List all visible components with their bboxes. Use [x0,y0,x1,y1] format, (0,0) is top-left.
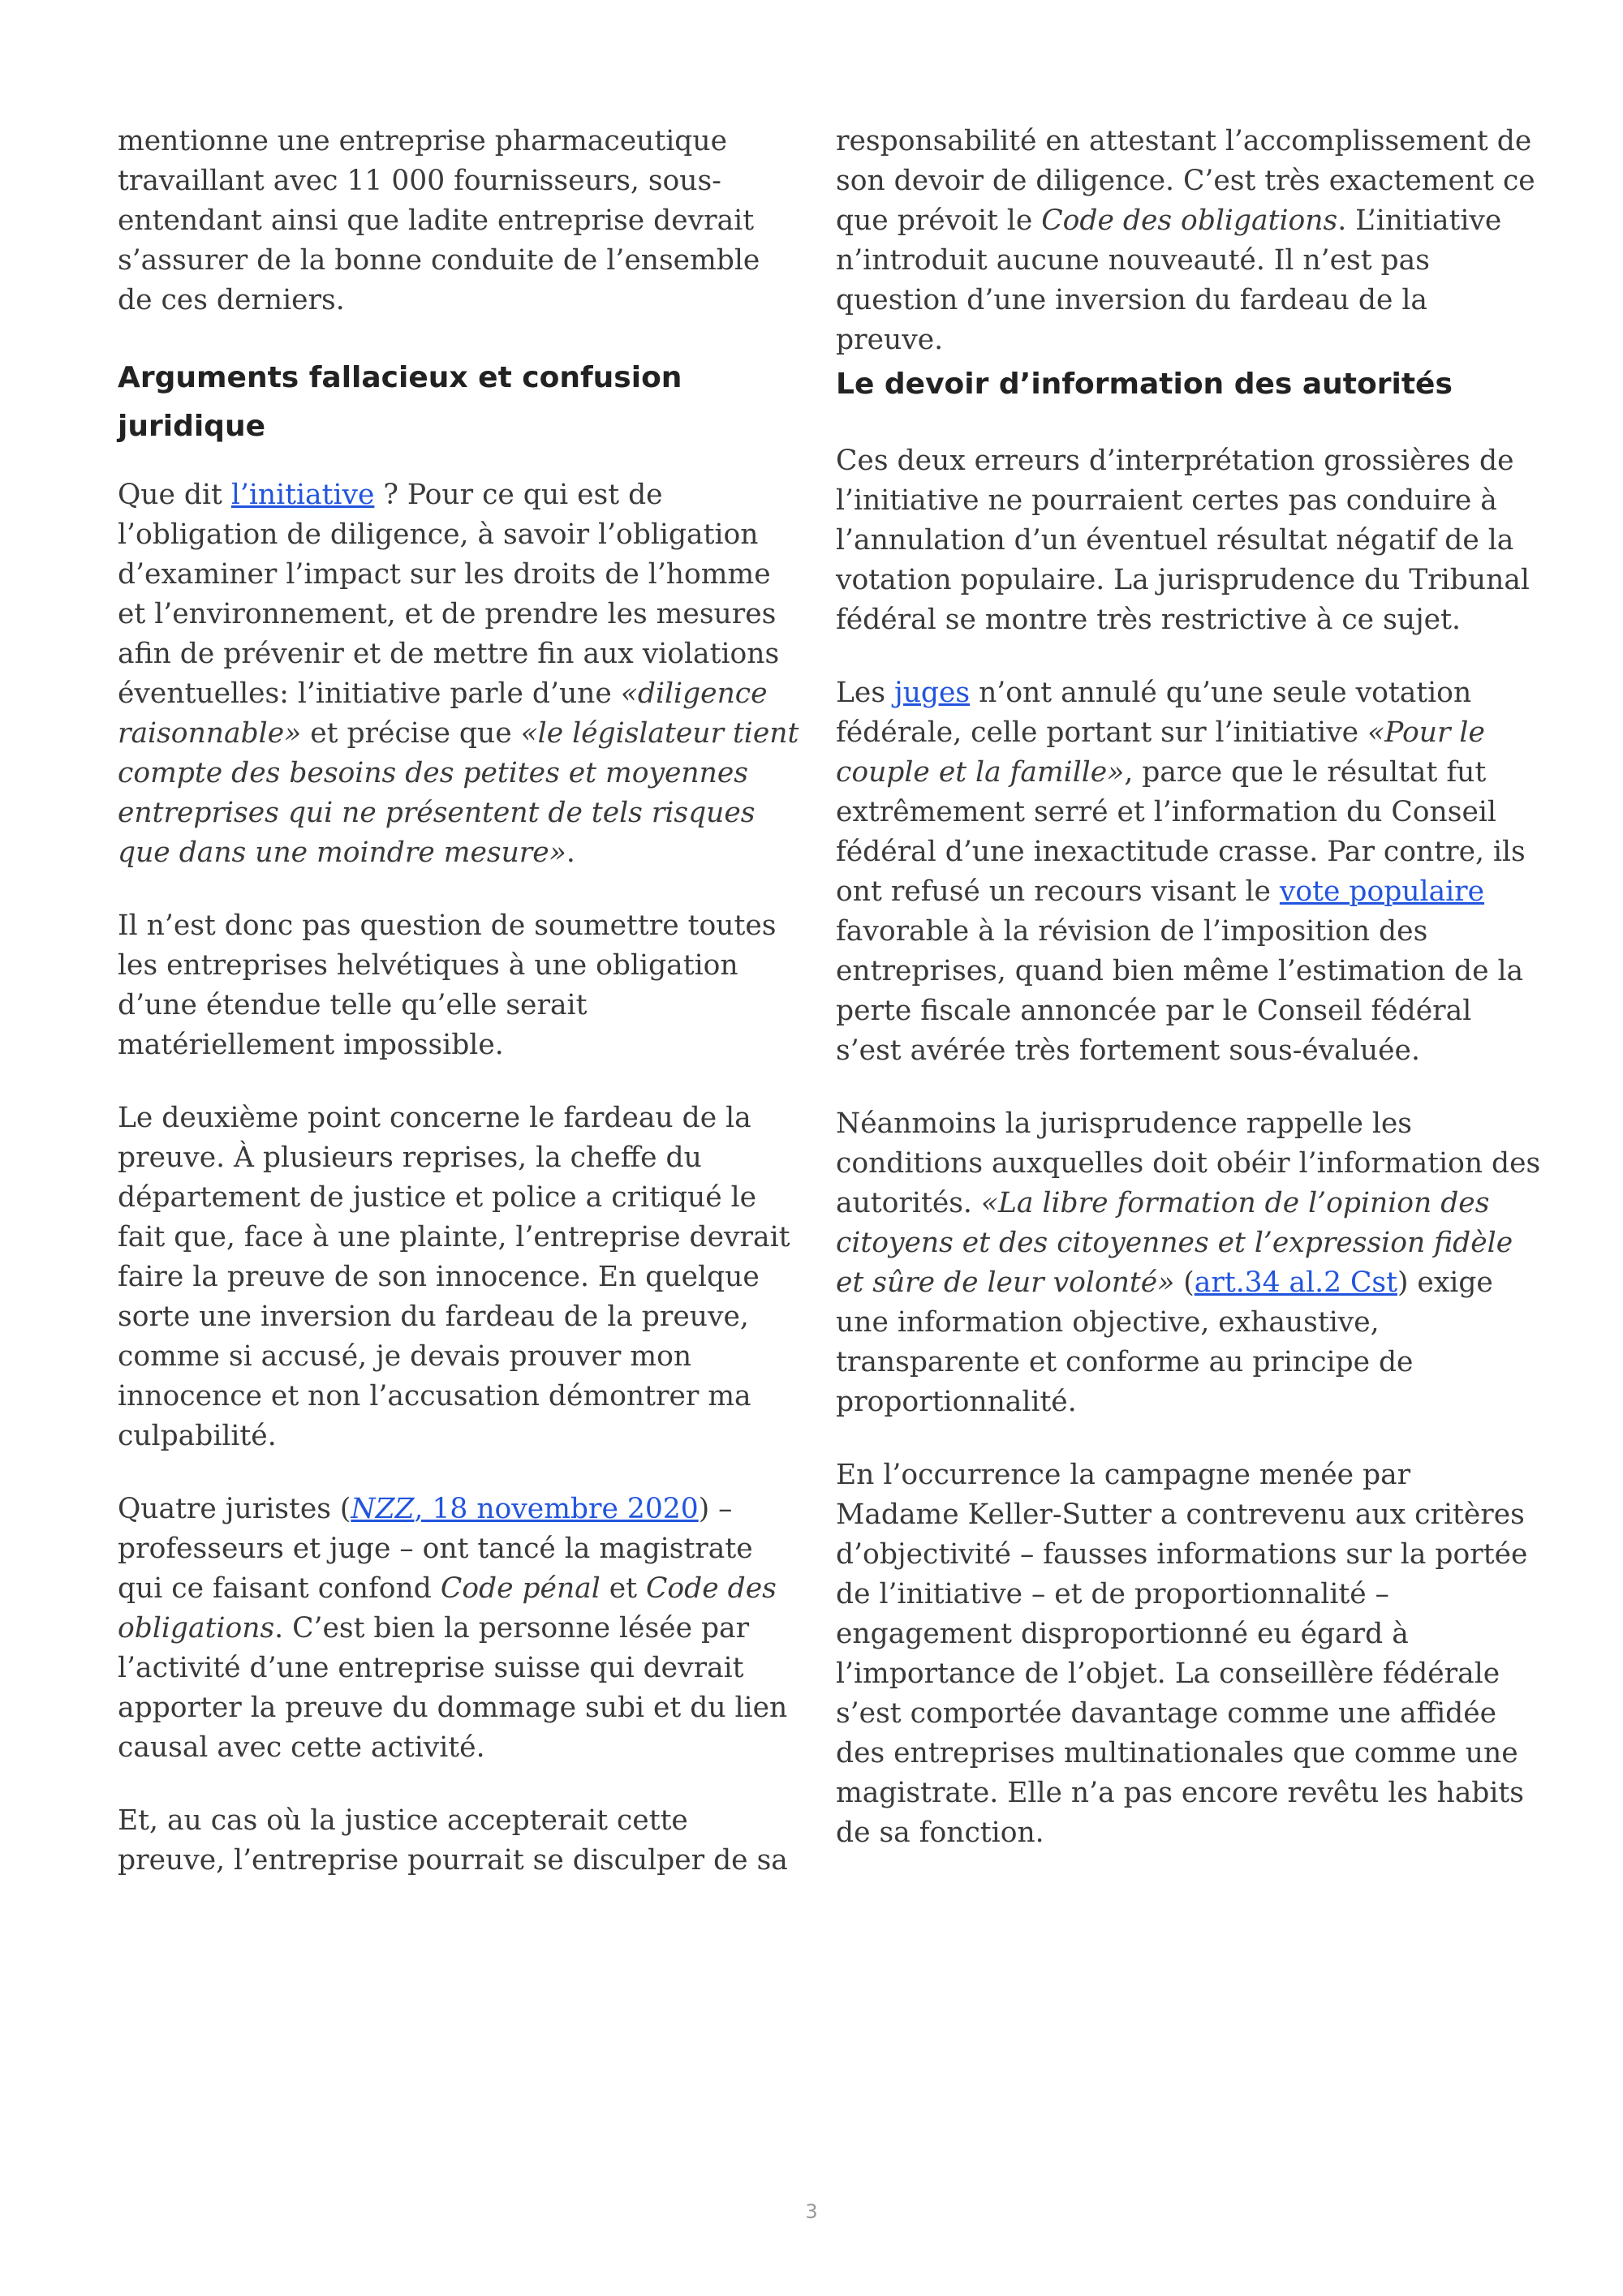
initiative-link[interactable]: l’initiative [230,479,375,511]
text-run: , parce que le résultat fut extrêmement serré et l’information du Conseil fédéral d’une inexactitude crasse. Par contre, ils ont refusé un recours visant le [836,756,1526,908]
text-run: ? Pour ce qui est de l’obligation de diligence, à savoir l’obligation d’examiner l’impact sur les droits de l’homme et l’environnement, et de prendre les mesures afin de prévenir et de mettre fin aux violations éventuelles: l’initiative parle d’une [118,479,780,710]
text-run: . L’initiative n’introduit aucune nouveauté. Il n’est pas question d’une inversion du fardeau de la preuve. [836,204,1502,356]
text-run: et précise que [301,717,521,750]
paragraph-juristes [118,1490,799,1768]
vote-populaire-link[interactable]: vote populaire [1279,875,1485,908]
text-run: . [566,836,575,869]
page-number: 3 [805,2200,818,2223]
section-heading-devoir: Le devoir d’information des autorités [836,368,1453,401]
section-heading-arguments: Arguments fallacieux et confusion juridique [118,361,682,443]
paragraph-obligation: Il n’est donc pas question de soumettre toutes les entreprises helvétiques à une obligation d’une étendue telle qu’elle serait matériellement impossible. [118,909,777,1061]
paragraph-juges [836,673,1542,1071]
text-run: Que dit [118,479,231,511]
paragraph-continuation [836,122,1542,360]
text-run: n’ont annulé qu’une seule votation fédérale, celle portant sur l’initiative [836,677,1472,749]
quote-libre-formation: «La libre formation de l’opinion des citoyens et des citoyennes et l’expression fidèle et sûre de leur volonté» [836,1187,1513,1299]
quote-legislateur: «le législateur tient compte des besoins des petites et moyennes entreprises qui ne présentent de tels risques que dans une moindre mesure» [118,717,799,869]
art34-link[interactable]: art.34 al.2 Cst [1194,1266,1397,1299]
paragraph-erreurs: Ces deux erreurs d’interprétation grossières de l’initiative ne pourraient certes pas conduire à l’annulation d’un éventuel résultat négatif de la votation populaire. La jurisprudence du Tribunal fédéral se montre très restrictive à ce sujet. [836,445,1530,636]
text-run: Les [836,677,894,709]
text-run: favorable à la révision de l’imposition des entreprises, quand bien même l’estimation de la perte fiscale annoncée par le Conseil fédéral s’est avérée très fortement sous-évaluée. [836,915,1524,1067]
text-run: ) exige une information objective, exhaustive, transparente et conforme au principe de proportionnalité. [836,1266,1493,1418]
quote-couple-famille: «Pour le couple et la famille» [836,716,1485,789]
text-run: ( [1174,1266,1195,1299]
text-run: ) – professeurs et juge – ont tancé la magistrate qui ce faisant confond [118,1493,753,1605]
quote-diligence: «diligence raisonnable» [118,677,768,750]
nzz-link[interactable] [351,1493,698,1525]
code-obligations: Code des obligations [1041,204,1338,237]
right-column [836,122,1542,1853]
nzz-link-name: NZZ [351,1493,415,1525]
paragraph-disculper: Et, au cas où la justice accepterait cette preuve, l’entreprise pourrait se disculper de sa [118,1804,788,1877]
left-column [118,122,799,1881]
paragraph-jurisprudence [836,1104,1542,1422]
juges-link[interactable]: juges [894,677,971,709]
text-run: Quatre juristes ( [118,1493,351,1525]
code-penal: Code pénal [440,1572,601,1605]
paragraph-intro: mentionne une entreprise pharmaceutique travaillant avec 11 000 fournisseurs, sous-entendant ainsi que ladite entreprise devrait s’assurer de la bonne conduite de l’ensemble de ces derniers. [118,125,760,316]
text-run: . C’est bien la personne lésée par l’activité d’une entreprise suisse qui devrait apporter la preuve du dommage subi et du lien causal avec cette activité. [118,1612,788,1764]
text-run: Néanmoins la jurisprudence rappelle les conditions auxquelles doit obéir l’information des autorités. [836,1107,1541,1219]
paragraph-initiative [118,475,799,873]
code-obligations: Code des obligations [118,1572,777,1645]
paragraph-fardeau: Le deuxième point concerne le fardeau de la preuve. À plusieurs reprises, la cheffe du département de justice et police a critiqué le fait que, face à une plainte, l’entreprise devrait faire la preuve de son innocence. En quelque sorte une inversion du fardeau de la preuve, comme si accusé, je devais prouver mon innocence et non l’accusation démontrer ma culpabilité. [118,1102,790,1452]
nzz-link-date: , 18 novembre 2020 [414,1493,699,1525]
paragraph-campagne: En l’occurrence la campagne menée par Madame Keller-Sutter a contrevenu aux critères d’objectivité – fausses informations sur la portée de l’initiative – et de proportionnalité – engagement disproportionné eu égard à l’importance de l’objet. La conseillère fédérale s’est comportée davantage comme une affidée des entreprises multinationales que comme une magistrate. Elle n’a pas encore revêtu les habits de sa fonction. [836,1459,1528,1849]
text-run: responsabilité en attestant l’accomplissement de son devoir de diligence. C’est très exactement ce que prévoit le [836,125,1535,237]
text-run: et [600,1572,647,1605]
